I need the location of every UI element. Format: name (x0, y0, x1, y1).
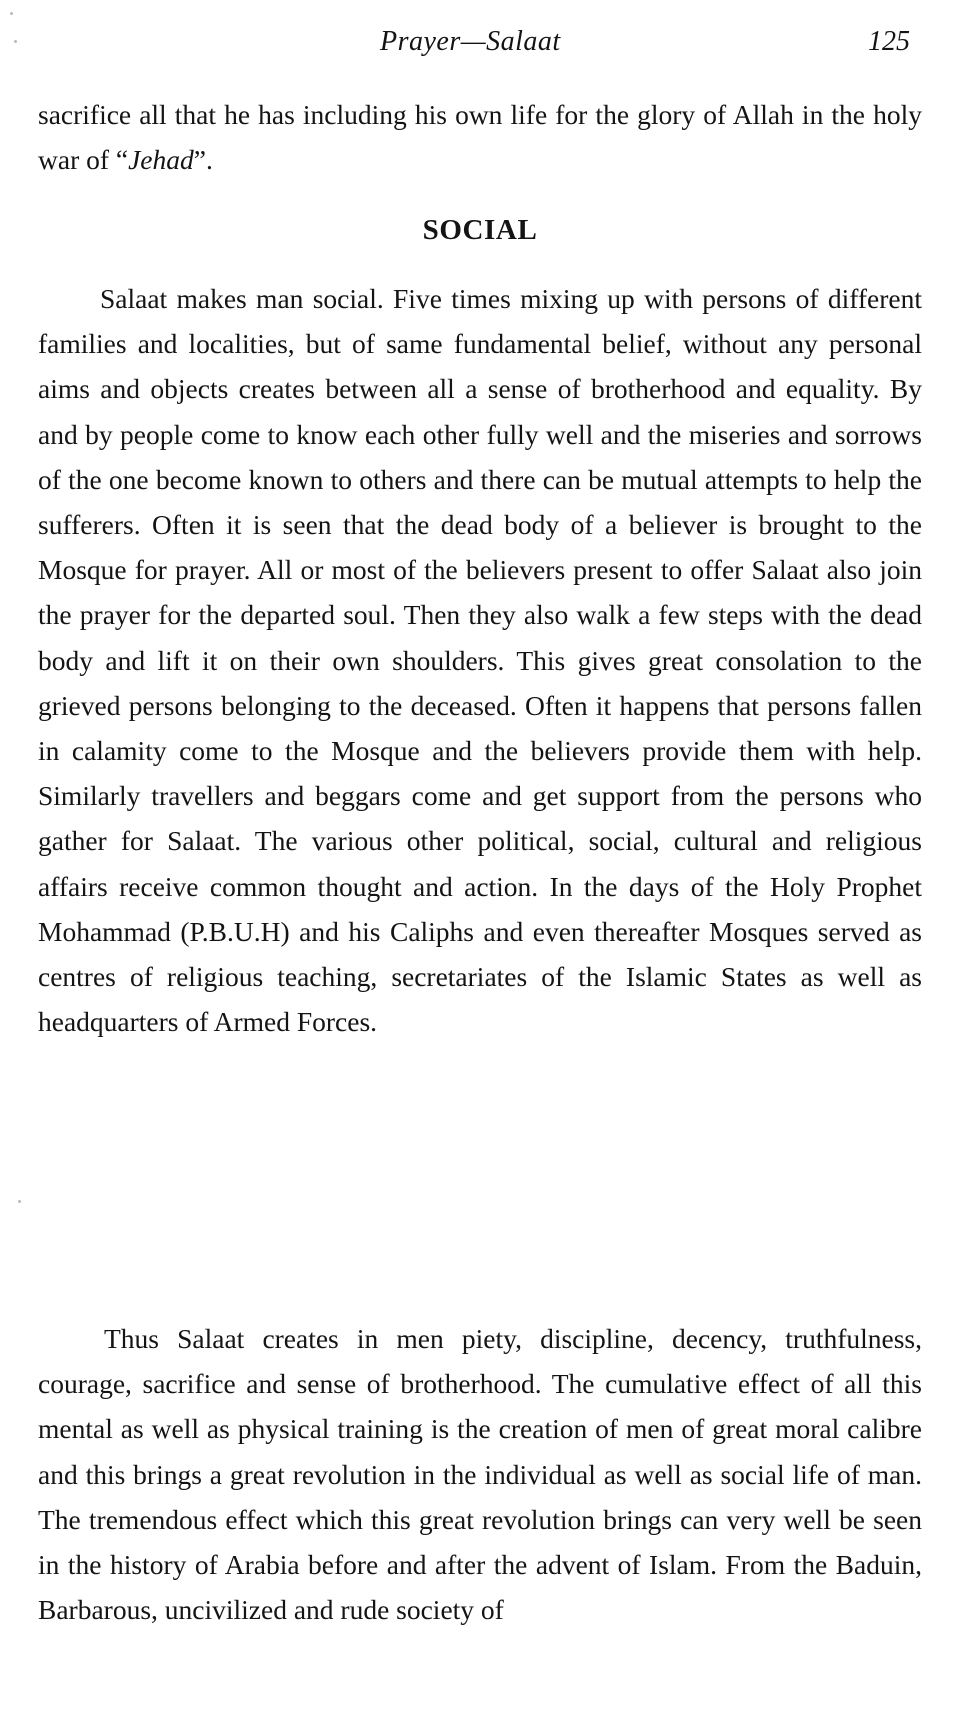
page-number: 125 (868, 26, 910, 57)
social-paragraph: Salaat makes man social. Five times mixing up with persons of different families and localities, but of same fundamental belief, without any personal aims and objects creates between all a sense of brotherhood and equality. By and by people come to know each other fully well and the miseries and sorrows of the one become known to others and there can be mutual attempts to help the sufferers. Often it is seen that the dead body of a believer is brought to the Mosque for prayer. All or most of the believers present to offer Salaat also join the prayer for the departed soul. Then they also walk a few steps with the dead body and lift it on their own shoulders. This gives great consolation to the grieved persons belonging to the deceased. Often it happens that persons fallen in calamity come to the Mosque and the believers provide them with help. Similarly travellers and beggars come and get support from the persons who gather for Salaat. The various other political, social, cultural and religious affairs receive common thought and action. In the days of the Holy Prophet Mohammad (P.B.U.H) and his Caliphs and even thereafter Mosques served as centres of religious teaching, secretariates of the Islamic States as well as headquarters of Armed Forces. (38, 283, 922, 1038)
continuation-closing: ”. (193, 144, 213, 176)
thus-paragraph: Thus Salaat creates in men piety, discipline, decency, truthfulness, courage, sacrifice and sense of brotherhood. The cumulative effect of all this mental as well as physical training is the creation of men of great moral calibre and this brings a great revolution in the individual as well as social life of man. The tremendous effect which this great revolution brings can very well be seen in the history of Arabia before and after the advent of Islam. From the Baduin, Barbarous, uncivilized and rude society of (38, 1323, 922, 1626)
scan-speck (14, 40, 17, 43)
continuation-paragraph (38, 92, 922, 182)
continuation-text: sacrifice all that he has including his own life for the glory of Allah in the holy war of “ (38, 99, 922, 176)
running-head (0, 26, 960, 66)
scan-speck (10, 12, 13, 15)
running-title: Prayer—Salaat (380, 26, 561, 57)
jehad-emphasis: Jehad (128, 144, 194, 176)
scan-speck (18, 1200, 21, 1203)
section-heading: SOCIAL (422, 214, 538, 246)
